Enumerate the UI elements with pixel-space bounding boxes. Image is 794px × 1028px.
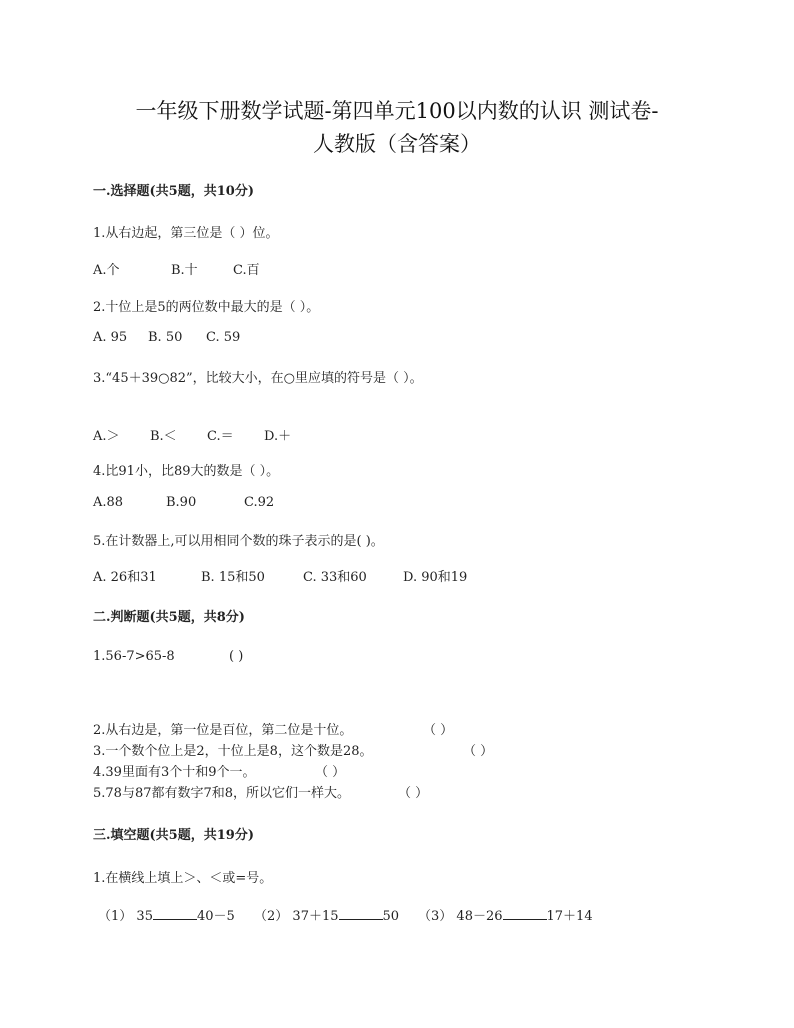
right-expression: 50 xyxy=(382,909,400,924)
judgement-item: 5.78与87都有数字7和8，所以它们一样大。 xyxy=(93,786,351,801)
judgement-item: 4.39里面有3个十和9个一。 xyxy=(93,765,256,780)
answer-blank[interactable] xyxy=(503,908,547,920)
option-b: B. 15和50 xyxy=(201,570,265,585)
judgement-item: 2.从右边是，第一位是百位，第二位是十位。 xyxy=(93,723,353,738)
option-d: D. 90和19 xyxy=(403,570,468,585)
option-a: A.88 xyxy=(93,495,124,510)
page-title-line-2: 人教版（含答案） xyxy=(313,132,481,156)
answer-blank[interactable] xyxy=(153,908,197,920)
option-b: B. 50 xyxy=(148,330,183,345)
left-expression: 35 xyxy=(136,909,153,924)
left-expression: 37＋15 xyxy=(292,909,339,924)
section-heading-judgement: 二.判断题(共5题，共8分) xyxy=(93,610,245,625)
option-a: A. 95 xyxy=(93,330,128,345)
option-c: C.92 xyxy=(244,495,275,510)
option-a: A.个 xyxy=(93,263,120,278)
answer-paren: （ ） xyxy=(398,786,429,801)
judgement-item: 1.56-7>65-8 xyxy=(93,649,175,664)
part-number: （2） xyxy=(254,909,289,924)
answer-paren: （ ） xyxy=(463,744,494,759)
question-stem: 4.比91小，比89大的数是（ ）。 xyxy=(93,464,280,479)
judgement-item: 3.一个数个位上是2，十位上是8，这个数是28。 xyxy=(93,744,373,759)
answer-paren: ( ) xyxy=(229,649,244,664)
part-number: （3） xyxy=(418,909,453,924)
option-a: A.＞ xyxy=(93,429,120,444)
section-heading-fill-blank: 三.填空题(共5题，共19分) xyxy=(93,828,254,843)
section-heading-choice: 一.选择题(共5题，共10分) xyxy=(93,184,254,199)
question-stem: 1.从右边起，第三位是（ ）位。 xyxy=(93,226,279,241)
answer-blank[interactable] xyxy=(339,908,383,920)
question-stem: 3.“45＋39○82”，比较大小，在○里应填的符号是（ ）。 xyxy=(93,371,423,386)
option-c: C.＝ xyxy=(207,429,234,444)
question-stem: 1.在横线上填上＞、＜或=号。 xyxy=(93,871,273,886)
right-expression: 17＋14 xyxy=(546,909,593,924)
fill-blank-part-1 xyxy=(98,905,235,924)
page-title-line-1: 一年级下册数学试题-第四单元100以内数的认识 测试卷- xyxy=(135,99,659,123)
option-b: B.90 xyxy=(166,495,197,510)
answer-paren: （ ） xyxy=(315,765,346,780)
answer-paren: （ ） xyxy=(423,723,454,738)
option-a: A. 26和31 xyxy=(93,570,157,585)
question-stem: 2.十位上是5的两位数中最大的是（ ）。 xyxy=(93,300,320,315)
left-expression: 48－26 xyxy=(456,909,503,924)
part-number: （1） xyxy=(98,909,133,924)
option-c: C.百 xyxy=(233,263,260,278)
question-stem: 5.在计数器上,可以用相同个数的珠子表示的是( )。 xyxy=(93,534,384,549)
fill-blank-part-2 xyxy=(254,905,399,924)
fill-blank-part-3 xyxy=(418,905,593,924)
option-c: C. 33和60 xyxy=(303,570,367,585)
option-d: D.＋ xyxy=(264,429,292,444)
right-expression: 40－5 xyxy=(196,909,235,924)
option-b: B.十 xyxy=(171,263,198,278)
option-b: B.＜ xyxy=(150,429,177,444)
option-c: C. 59 xyxy=(206,330,241,345)
